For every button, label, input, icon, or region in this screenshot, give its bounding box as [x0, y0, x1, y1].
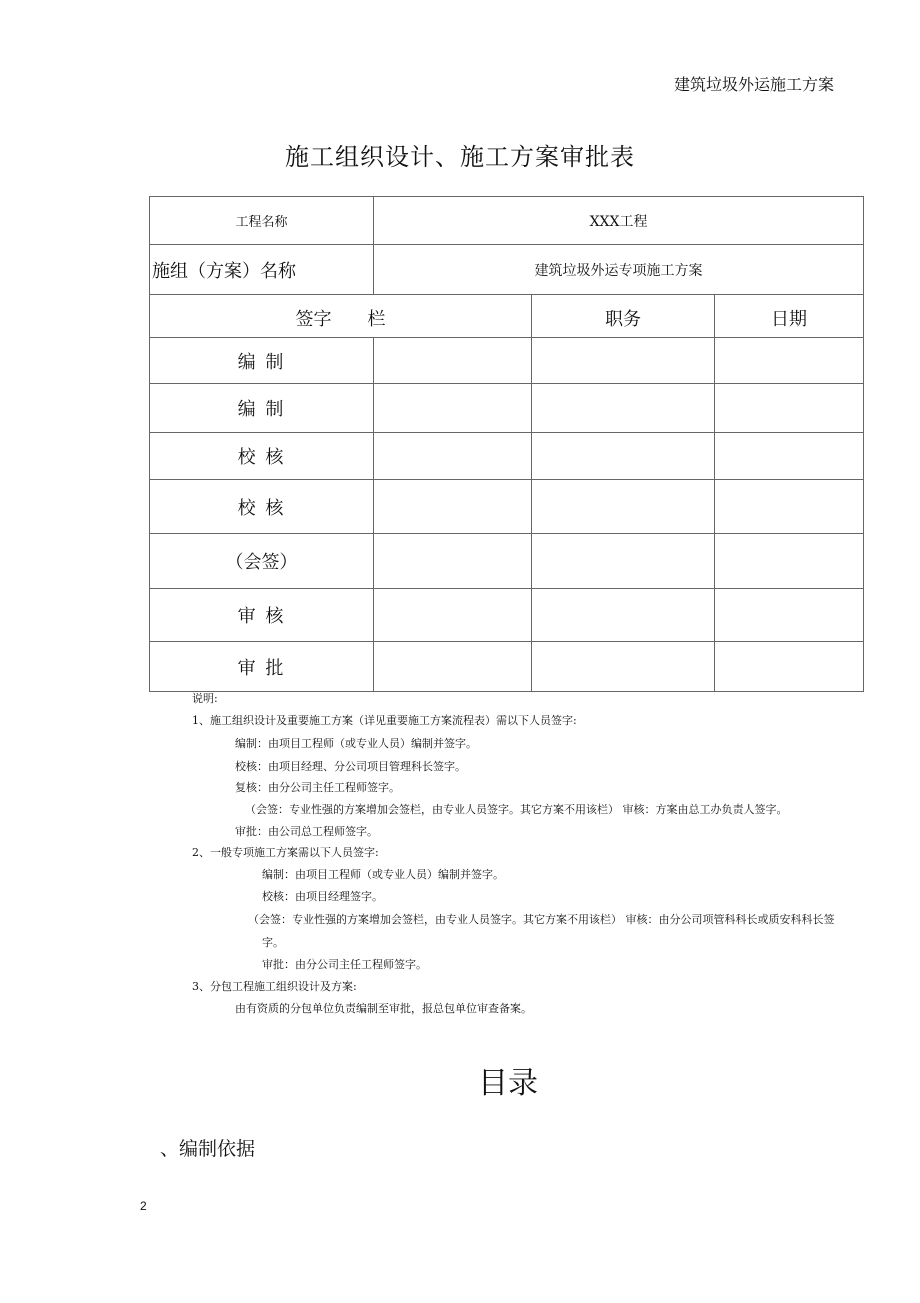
- signature-column-header: 签字 栏: [150, 295, 532, 338]
- table-row-project: [150, 197, 864, 245]
- table-row: [150, 338, 864, 384]
- table-header-row: [150, 295, 864, 338]
- date-column-header: 日期: [715, 295, 864, 338]
- position-cell: [532, 534, 715, 589]
- plan-name-label: 施组（方案）名称: [150, 245, 374, 295]
- position-cell: [532, 338, 715, 384]
- note-line: 1、施工组织设计及重要施工方案（详见重要施工方案流程表）需以下人员签字:: [192, 714, 577, 727]
- plan-name-value: 建筑垃圾外运专项施工方案: [374, 245, 864, 295]
- role-label: 编 制: [150, 384, 374, 433]
- note-line: 校核：由项目经理签字。: [262, 890, 383, 903]
- table-row: [150, 433, 864, 480]
- position-column-header: 职务: [532, 295, 715, 338]
- date-cell: [715, 642, 864, 692]
- project-name-value: XXX工程: [374, 197, 864, 245]
- note-line: 复核：由分公司主任工程师签字。: [235, 781, 400, 794]
- table-row: [150, 642, 864, 692]
- approval-table: [149, 196, 864, 692]
- signature-cell: [374, 589, 532, 642]
- position-cell: [532, 589, 715, 642]
- signature-cell: [374, 384, 532, 433]
- table-row: [150, 480, 864, 534]
- note-line: （会签：专业性强的方案增加会签栏，由专业人员签字。其它方案不用该栏） 审核：方案由总工办负责人签字。: [245, 803, 788, 816]
- table-row: [150, 589, 864, 642]
- note-line: （会签：专业性强的方案增加会签栏，由专业人员签字。其它方案不用该栏） 审核：由分公司项管科科长或质安科科长签: [248, 913, 835, 926]
- role-label: 校 核: [150, 433, 374, 480]
- table-row: [150, 534, 864, 589]
- date-cell: [715, 384, 864, 433]
- running-header: 建筑垃圾外运施工方案: [673, 75, 834, 94]
- note-line: 审批：由分公司主任工程师签字。: [262, 958, 427, 971]
- note-line: 2、一般专项施工方案需以下人员签字:: [192, 846, 379, 859]
- position-cell: [532, 642, 715, 692]
- role-label: 审 批: [150, 642, 374, 692]
- position-cell: [532, 433, 715, 480]
- signature-cell: [374, 338, 532, 384]
- toc-item[interactable]: 、编制依据: [160, 1138, 256, 1160]
- signature-cell: [374, 642, 532, 692]
- role-label: 校 核: [150, 480, 374, 534]
- position-cell: [532, 384, 715, 433]
- role-label: （会签）: [150, 534, 374, 589]
- signature-cell: [374, 433, 532, 480]
- role-label: 审 核: [150, 589, 374, 642]
- date-cell: [715, 433, 864, 480]
- notes-heading: 说明:: [192, 692, 218, 705]
- signature-cell: [374, 480, 532, 534]
- table-row: [150, 384, 864, 433]
- note-line: 审批：由公司总工程师签字。: [235, 825, 378, 838]
- date-cell: [715, 534, 864, 589]
- role-label: 编 制: [150, 338, 374, 384]
- note-line: 字。: [262, 936, 284, 949]
- note-line: 由有资质的分包单位负责编制至审批，报总包单位审查备案。: [235, 1002, 532, 1015]
- toc-title: 目录: [478, 1066, 538, 1101]
- note-line: 3、分包工程施工组织设计及方案:: [192, 980, 357, 993]
- table-row-plan: [150, 245, 864, 295]
- signature-cell: [374, 534, 532, 589]
- note-line: 编制：由项目工程师（或专业人员）编制并签字。: [235, 737, 477, 750]
- project-name-label: 工程名称: [150, 197, 374, 245]
- position-cell: [532, 480, 715, 534]
- note-line: 校核：由项目经理、分公司项目管理科长签字。: [235, 760, 466, 773]
- date-cell: [715, 338, 864, 384]
- page-number: 2: [140, 1199, 147, 1213]
- page-title: 施工组织设计、施工方案审批表: [285, 143, 635, 171]
- note-line: 编制：由项目工程师（或专业人员）编制并签字。: [262, 868, 504, 881]
- date-cell: [715, 589, 864, 642]
- date-cell: [715, 480, 864, 534]
